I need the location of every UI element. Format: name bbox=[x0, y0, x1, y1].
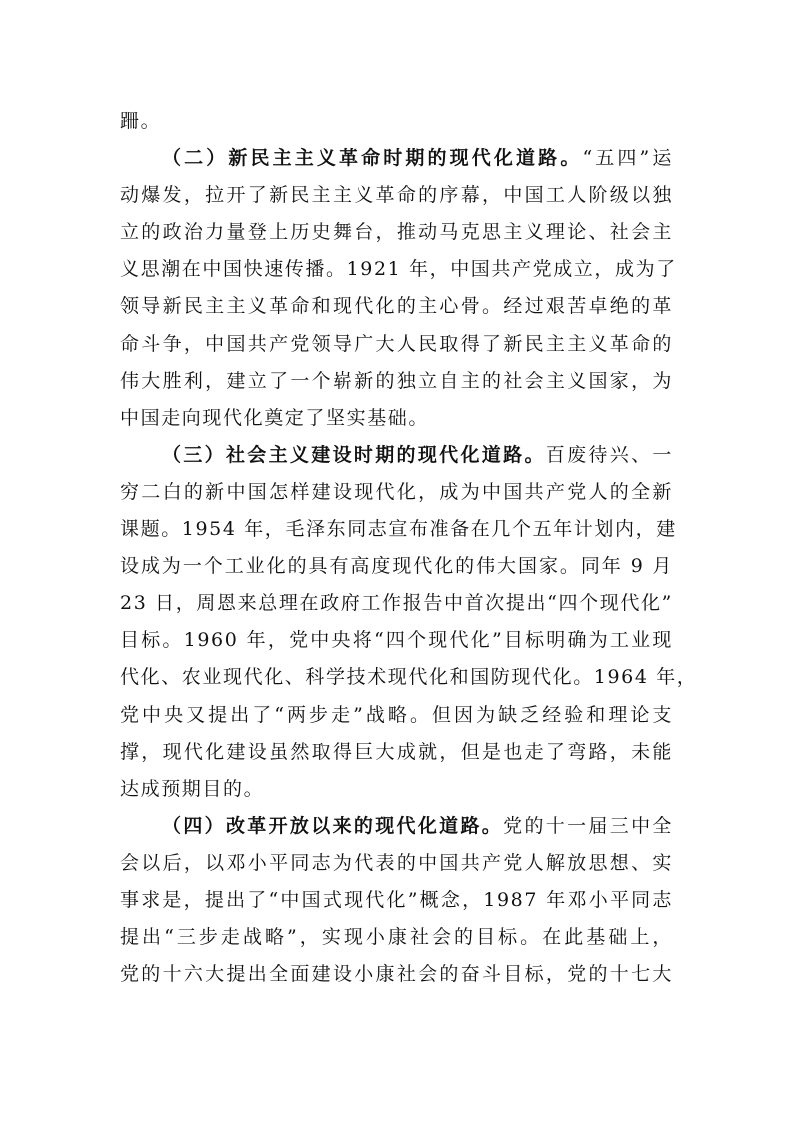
paragraph-line: 义思潮在中国快速传播。1921 年，中国共产党成立，成为了 bbox=[120, 258, 677, 281]
paragraph-text: 百废待兴、一 bbox=[545, 443, 673, 466]
paragraph-line: 党中央又提出了“两步走”战略。但因为缺乏经验和理论支 bbox=[120, 703, 673, 726]
paragraph-line: 代化、农业现代化、科学技术现代化和国防现代化。1964 年， bbox=[120, 666, 698, 689]
paragraph-line: 撑，现代化建设虽然取得巨大成就，但是也走了弯路，未能 bbox=[120, 740, 673, 763]
paragraph-line: 动爆发，拉开了新民主主义革命的序幕，中国工人阶级以独 bbox=[120, 184, 673, 207]
paragraph-line: 会以后，以邓小平同志为代表的中国共产党人解放思想、实 bbox=[120, 851, 673, 874]
section-heading-line bbox=[120, 808, 673, 845]
section-heading: （三）社会主义建设时期的现代化道路。 bbox=[162, 443, 546, 466]
paragraph-line: 事求是，提出了“中国式现代化”概念，1987 年邓小平同志 bbox=[120, 888, 673, 911]
section-heading: （四）改革开放以来的现代化道路。 bbox=[162, 814, 504, 837]
paragraph-line: 目标。1960 年，党中央将“四个现代化”目标明确为工业现 bbox=[120, 629, 673, 652]
paragraph-line: 23 日，周恩来总理在政府工作报告中首次提出“四个现代化” bbox=[120, 592, 673, 615]
paragraph-line: 伟大胜利，建立了一个崭新的独立自主的社会主义国家，为 bbox=[120, 369, 673, 392]
section-heading-line bbox=[120, 140, 673, 177]
paragraph-line: 设成为一个工业化的具有高度现代化的伟大国家。同年 9 月 bbox=[120, 555, 673, 578]
section-heading-line bbox=[120, 437, 673, 474]
paragraph-line: 跚。 bbox=[120, 110, 162, 132]
section-heading: （二）新民主主义革命时期的现代化道路。 bbox=[162, 147, 583, 170]
paragraph-line: 穷二白的新中国怎样建设现代化，成为中国共产党人的全新 bbox=[120, 480, 673, 503]
paragraph-line: 课题。1954 年，毛泽东同志宣布准备在几个五年计划内，建 bbox=[120, 518, 677, 541]
paragraph-line: 达成预期目的。 bbox=[120, 777, 265, 800]
paragraph-line: 立的政治力量登上历史舞台，推动马克思主义理论、社会主 bbox=[120, 221, 673, 244]
paragraph-line: 中国走向现代化奠定了坚实基础。 bbox=[120, 406, 430, 429]
paragraph-text: “五四”运 bbox=[582, 147, 673, 170]
paragraph-line: 提出“三步走战略”，实现小康社会的目标。在此基础上， bbox=[120, 926, 673, 949]
paragraph-line: 党的十六大提出全面建设小康社会的奋斗目标，党的十七大 bbox=[120, 963, 673, 986]
paragraph-line: 命斗争，中国共产党领导广大人民取得了新民主主义革命的 bbox=[120, 332, 673, 355]
paragraph-text: 党的十一届三中全 bbox=[503, 814, 673, 837]
document-page bbox=[120, 103, 698, 993]
paragraph-line: 领导新民主主义革命和现代化的主心骨。经过艰苦卓绝的革 bbox=[120, 295, 673, 318]
